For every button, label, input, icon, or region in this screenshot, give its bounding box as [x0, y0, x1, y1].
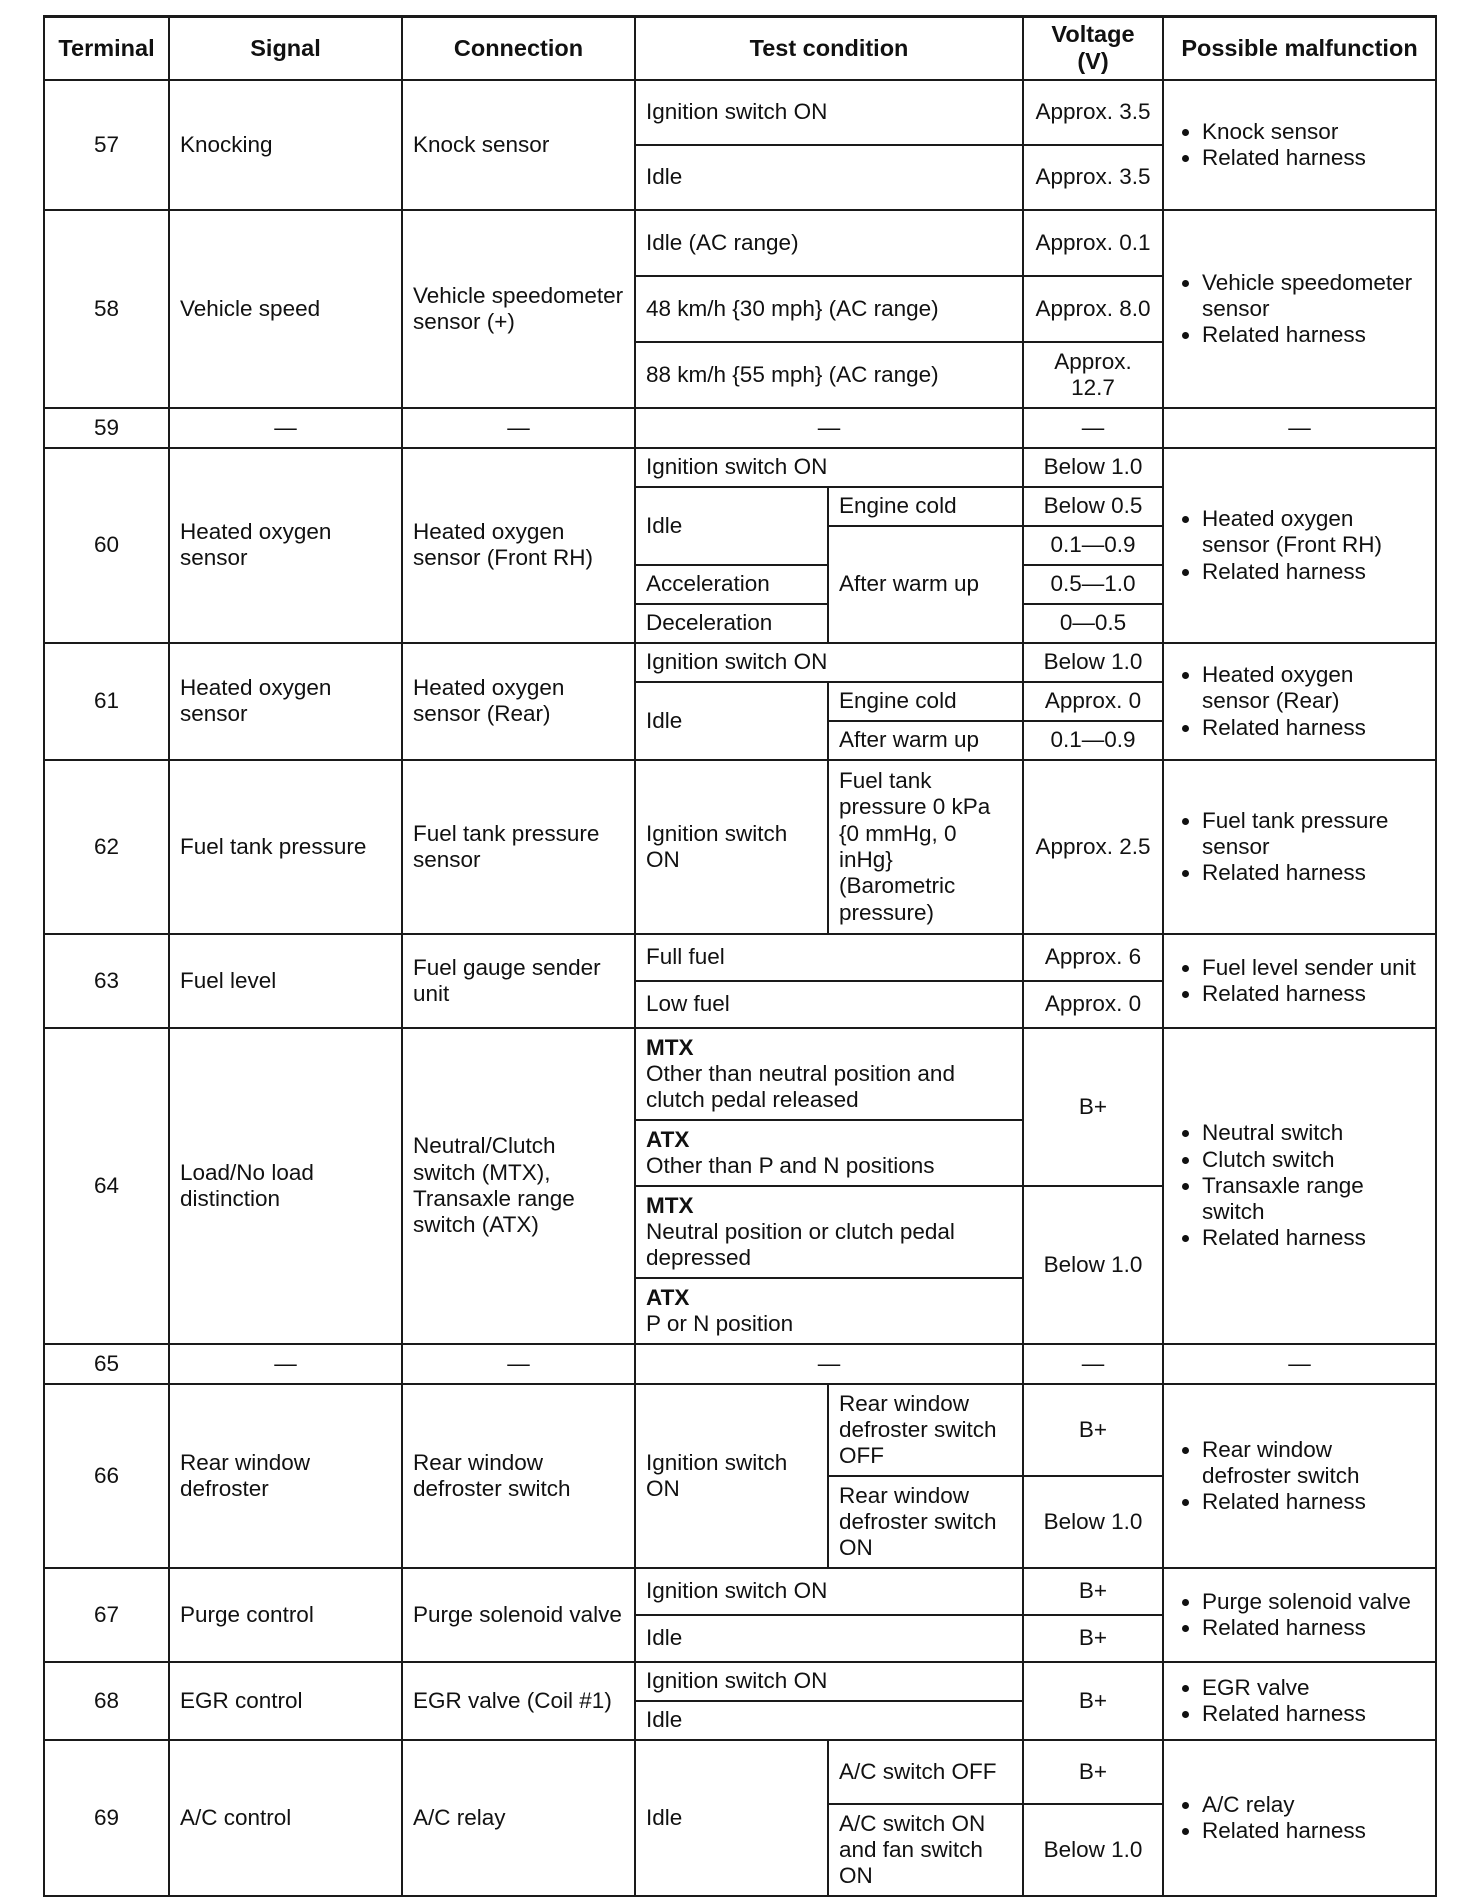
condition-cell: Idle (AC range): [635, 210, 1023, 276]
malfunction-item: • Knock sensor: [1202, 119, 1425, 145]
malfunction-item: • Clutch switch: [1202, 1147, 1425, 1173]
malfunction-item: • Transaxle range switch: [1202, 1173, 1425, 1226]
condition-cell: Full fuel: [635, 934, 1023, 981]
voltage-cell: —: [1023, 1344, 1163, 1384]
malfunction-item: • Related harness: [1202, 1701, 1425, 1727]
terminal-cell: 62: [44, 760, 169, 934]
malfunction-cell: [1163, 1028, 1436, 1344]
condition-cell: Ignition switch ON: [635, 1662, 1023, 1701]
malfunction-item: • Related harness: [1202, 145, 1425, 171]
malfunction-item: • Related harness: [1202, 1489, 1425, 1515]
signal-cell: Fuel tank pressure: [169, 760, 402, 934]
signal-cell: Heated oxygen sensor: [169, 643, 402, 760]
connection-cell: Heated oxygen sensor (Rear): [402, 643, 635, 760]
malfunction-item: • Related harness: [1202, 981, 1425, 1007]
transmission-label: ATX: [646, 1126, 690, 1152]
malfunction-item: • Purge solenoid valve: [1202, 1589, 1425, 1615]
condition-cell: Acceleration: [635, 565, 828, 604]
voltage-cell: Approx. 0: [1023, 981, 1163, 1028]
terminal-cell: 69: [44, 1740, 169, 1896]
signal-cell: —: [169, 1344, 402, 1384]
malfunction-cell: [1163, 643, 1436, 760]
transmission-label: ATX: [646, 1284, 690, 1310]
signal-cell: Rear window defroster: [169, 1384, 402, 1568]
table-row: [44, 1028, 1436, 1120]
connection-cell: Fuel tank pressure sensor: [402, 760, 635, 934]
connection-cell: Vehicle speedometer sensor (+): [402, 210, 635, 408]
condition-cell: [635, 1028, 1023, 1120]
malfunction-cell: [1163, 448, 1436, 643]
voltage-cell: 0.5—1.0: [1023, 565, 1163, 604]
malfunction-item: • Fuel level sender unit: [1202, 955, 1425, 981]
malfunction-item: • Related harness: [1202, 1615, 1425, 1641]
condition-cell: Ignition switch ON: [635, 643, 1023, 682]
signal-cell: A/C control: [169, 1740, 402, 1896]
voltage-cell: 0.1—0.9: [1023, 526, 1163, 565]
signal-cell: Knocking: [169, 80, 402, 210]
table-row: [44, 934, 1436, 981]
condition-cell: —: [635, 1344, 1023, 1384]
malfunction-item: • Heated oxygen sensor (Rear): [1202, 662, 1425, 715]
malfunction-cell: [1163, 1662, 1436, 1740]
malfunction-cell: [1163, 1740, 1436, 1896]
table-row: [44, 80, 1436, 145]
header-signal: Signal: [169, 17, 402, 80]
table-row: [44, 408, 1436, 448]
voltage-cell: Approx. 3.5: [1023, 80, 1163, 145]
subcondition-cell: After warm up: [828, 526, 1023, 643]
voltage-cell: B+: [1023, 1028, 1163, 1186]
condition-cell: Idle: [635, 487, 828, 565]
malfunction-item: • Related harness: [1202, 715, 1425, 741]
connection-cell: Purge solenoid valve: [402, 1568, 635, 1662]
subcondition-cell: Engine cold: [828, 682, 1023, 721]
signal-cell: EGR control: [169, 1662, 402, 1740]
condition-text: Other than P and N positions: [646, 1152, 935, 1178]
malfunction-cell: [1163, 80, 1436, 210]
voltage-cell: 0.1—0.9: [1023, 721, 1163, 760]
voltage-cell: B+: [1023, 1568, 1163, 1615]
subcondition-cell: A/C switch ON and fan switch ON: [828, 1804, 1023, 1896]
connection-cell: —: [402, 408, 635, 448]
voltage-cell: Approx. 0.1: [1023, 210, 1163, 276]
terminal-cell: 66: [44, 1384, 169, 1568]
terminal-cell: 63: [44, 934, 169, 1028]
terminal-cell: 68: [44, 1662, 169, 1740]
header-malfunction: Possible malfunction: [1163, 17, 1436, 80]
voltage-cell: Below 1.0: [1023, 448, 1163, 487]
signal-cell: —: [169, 408, 402, 448]
signal-cell: Purge control: [169, 1568, 402, 1662]
malfunction-item: • Related harness: [1202, 1818, 1425, 1844]
table-row: [44, 210, 1436, 276]
header-voltage: Voltage (V): [1023, 17, 1163, 80]
connection-cell: A/C relay: [402, 1740, 635, 1896]
voltage-cell: Approx. 3.5: [1023, 145, 1163, 210]
voltage-cell: Approx. 2.5: [1023, 760, 1163, 934]
terminal-cell: 58: [44, 210, 169, 408]
terminal-cell: 60: [44, 448, 169, 643]
condition-cell: Ignition switch ON: [635, 760, 828, 934]
connection-cell: EGR valve (Coil #1): [402, 1662, 635, 1740]
voltage-cell: B+: [1023, 1615, 1163, 1662]
connection-cell: Heated oxygen sensor (Front RH): [402, 448, 635, 643]
subcondition-cell: After warm up: [828, 721, 1023, 760]
condition-cell: [635, 1278, 1023, 1344]
condition-cell: 88 km/h {55 mph} (AC range): [635, 342, 1023, 408]
connection-cell: —: [402, 1344, 635, 1384]
header-connection: Connection: [402, 17, 635, 80]
table-row: [44, 1568, 1436, 1615]
header-test-condition: Test condition: [635, 17, 1023, 80]
voltage-cell: 0—0.5: [1023, 604, 1163, 643]
condition-text: Neutral position or clutch pedal depressed: [646, 1218, 955, 1271]
connection-cell: Neutral/Clutch switch (MTX), Transaxle range switch (ATX): [402, 1028, 635, 1344]
condition-cell: Idle: [635, 1615, 1023, 1662]
malfunction-item: • EGR valve: [1202, 1675, 1425, 1701]
voltage-cell: Below 1.0: [1023, 1476, 1163, 1568]
voltage-cell: Approx. 12.7: [1023, 342, 1163, 408]
voltage-cell: B+: [1023, 1384, 1163, 1476]
condition-cell: Deceleration: [635, 604, 828, 643]
table-row: [44, 1662, 1436, 1701]
transmission-label: MTX: [646, 1034, 694, 1060]
voltage-cell: —: [1023, 408, 1163, 448]
malfunction-item: • Fuel tank pressure sensor: [1202, 808, 1425, 861]
condition-cell: —: [635, 408, 1023, 448]
voltage-cell: Below 1.0: [1023, 643, 1163, 682]
header-terminal: Terminal: [44, 17, 169, 80]
condition-cell: 48 km/h {30 mph} (AC range): [635, 276, 1023, 342]
table-row: [44, 760, 1436, 934]
connection-cell: Knock sensor: [402, 80, 635, 210]
malfunction-cell: —: [1163, 1344, 1436, 1384]
transmission-label: MTX: [646, 1192, 694, 1218]
terminal-voltage-table: [43, 15, 1437, 1897]
condition-cell: Idle: [635, 682, 828, 760]
subcondition-cell: Engine cold: [828, 487, 1023, 526]
voltage-cell: Below 1.0: [1023, 1804, 1163, 1896]
condition-cell: Idle: [635, 145, 1023, 210]
malfunction-item: • Heated oxygen sensor (Front RH): [1202, 506, 1425, 559]
condition-text: Other than neutral position and clutch pedal released: [646, 1060, 955, 1113]
table-row: [44, 448, 1436, 487]
table-row: [44, 1740, 1436, 1804]
malfunction-cell: [1163, 1568, 1436, 1662]
subcondition-cell: A/C switch OFF: [828, 1740, 1023, 1804]
malfunction-cell: [1163, 760, 1436, 934]
malfunction-item: • A/C relay: [1202, 1792, 1425, 1818]
condition-cell: [635, 1186, 1023, 1278]
malfunction-cell: [1163, 934, 1436, 1028]
connection-cell: Rear window defroster switch: [402, 1384, 635, 1568]
malfunction-cell: —: [1163, 408, 1436, 448]
condition-text: P or N position: [646, 1310, 794, 1336]
terminal-cell: 64: [44, 1028, 169, 1344]
connection-cell: Fuel gauge sender unit: [402, 934, 635, 1028]
subcondition-cell: Rear window defroster switch OFF: [828, 1384, 1023, 1476]
voltage-cell: Approx. 6: [1023, 934, 1163, 981]
malfunction-item: • Related harness: [1202, 322, 1425, 348]
voltage-cell: Below 0.5: [1023, 487, 1163, 526]
terminal-cell: 61: [44, 643, 169, 760]
signal-cell: Load/No load distinction: [169, 1028, 402, 1344]
condition-cell: Idle: [635, 1701, 1023, 1740]
terminal-cell: 65: [44, 1344, 169, 1384]
condition-cell: Ignition switch ON: [635, 80, 1023, 145]
voltage-cell: B+: [1023, 1740, 1163, 1804]
terminal-cell: 59: [44, 408, 169, 448]
table-row: [44, 1384, 1436, 1476]
signal-cell: Fuel level: [169, 934, 402, 1028]
voltage-cell: Approx. 8.0: [1023, 276, 1163, 342]
malfunction-item: • Related harness: [1202, 559, 1425, 585]
voltage-cell: B+: [1023, 1662, 1163, 1740]
condition-cell: Idle: [635, 1740, 828, 1896]
signal-cell: Vehicle speed: [169, 210, 402, 408]
subcondition-cell: Rear window defroster switch ON: [828, 1476, 1023, 1568]
terminal-cell: 67: [44, 1568, 169, 1662]
condition-cell: Ignition switch ON: [635, 1568, 1023, 1615]
malfunction-cell: [1163, 210, 1436, 408]
malfunction-item: • Related harness: [1202, 1225, 1425, 1251]
terminal-cell: 57: [44, 80, 169, 210]
table-row: [44, 1344, 1436, 1384]
malfunction-item: • Related harness: [1202, 860, 1425, 886]
condition-cell: Low fuel: [635, 981, 1023, 1028]
malfunction-item: • Vehicle speedometer sensor: [1202, 270, 1425, 323]
condition-cell: [635, 1120, 1023, 1186]
subcondition-cell: Fuel tank pressure 0 kPa {0 mmHg, 0 inHg} (Barometric pressure): [828, 760, 1023, 934]
table-row: [44, 643, 1436, 682]
signal-cell: Heated oxygen sensor: [169, 448, 402, 643]
voltage-cell: Approx. 0: [1023, 682, 1163, 721]
malfunction-item: • Rear window defroster switch: [1202, 1437, 1425, 1490]
malfunction-item: • Neutral switch: [1202, 1120, 1425, 1146]
malfunction-cell: [1163, 1384, 1436, 1568]
condition-cell: Ignition switch ON: [635, 1384, 828, 1568]
voltage-cell: Below 1.0: [1023, 1186, 1163, 1344]
condition-cell: Ignition switch ON: [635, 448, 1023, 487]
header-row: [44, 17, 1436, 80]
